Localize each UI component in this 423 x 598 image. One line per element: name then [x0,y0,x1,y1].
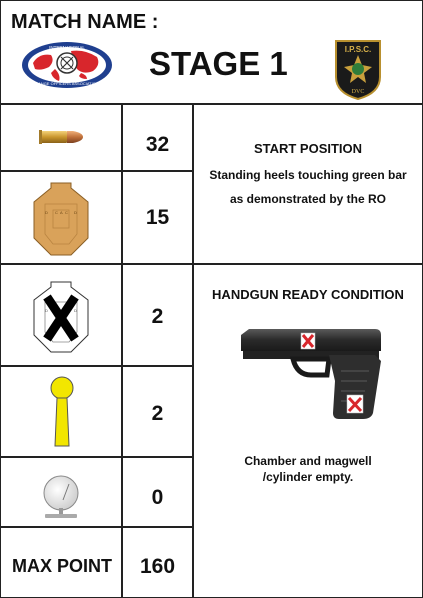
match-name-label: MATCH NAME : [11,11,159,33]
bullet-icon [37,128,85,151]
ipsc-logo [334,39,382,106]
no-shoot-count: 2 [151,305,164,328]
ready-condition-line-1: Chamber and magwell [244,454,372,468]
steel-plate-count: 0 [151,486,164,509]
column-divider-1 [121,103,123,597]
svg-text:D: D [74,308,77,313]
svg-text:D: D [45,210,48,215]
ipsc-logo-text: I.P.S.C. [344,45,372,54]
row-divider-1 [1,170,193,172]
international-range-officers-association-logo [21,41,113,94]
paper-target-count: 15 [145,206,170,229]
popper-count: 2 [151,402,164,425]
svg-text:C: C [55,210,58,215]
row-divider-3 [1,365,193,367]
row-divider-4 [1,456,193,458]
ipsc-paper-target-icon [33,182,89,261]
ready-condition-heading: HANDGUN READY CONDITION [212,287,404,302]
stage-title: STAGE 1 [149,45,288,82]
svg-text:INTERNATIONAL: INTERNATIONAL [49,45,85,50]
svg-text:A: A [60,210,63,215]
svg-text:C: C [65,210,68,215]
row-divider-2 [1,263,422,265]
no-shoot-target-icon [33,281,89,358]
start-position-line-2: as demonstrated by the RO [229,192,387,206]
ipsc-logo-motto: DVC [351,89,365,95]
max-point-label: MAX POINT [11,556,112,576]
start-position-heading: START POSITION [253,141,363,156]
svg-text:D: D [45,308,48,313]
max-point-value: 160 [139,555,176,578]
popper-target-icon [45,376,79,453]
svg-text:D: D [74,210,77,215]
row-divider-5 [1,526,193,528]
ready-condition-line-2: /cylinder empty. [262,470,354,484]
handgun-icon [235,321,383,426]
steel-plate-target-icon [39,474,83,525]
bullet-count: 32 [145,133,170,156]
svg-text:RANGE OFFICERS ASSOCIATION: RANGE OFFICERS ASSOCIATION [35,81,99,86]
start-position-line-1: Standing heels touching green bar [209,168,407,182]
